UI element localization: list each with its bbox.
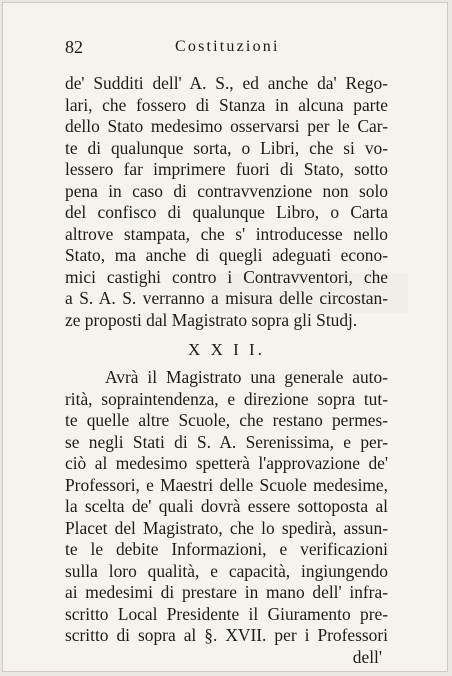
text-line: dello Stato medesimo osservarsi per le Car- (65, 116, 388, 136)
text-line: scritto Local Presidente il Giuramento pre- (65, 603, 388, 624)
text-line: ai medesimi di prestare in mano dell' infra- (65, 582, 388, 602)
text-line: ciò al medesimo spetterà l'approvazione de' (65, 453, 388, 473)
running-title: Costituzioni (175, 38, 280, 55)
text-line: ze proposti dal Magistrato sopra gli Studj. (65, 309, 358, 330)
paragraph-continued (65, 73, 388, 331)
text-line: sulla loro qualità, e capacità, ingiungendo (65, 560, 388, 581)
text-line: Stato, ma anche di quegli adeguati econo- (65, 245, 388, 265)
text-line: a S. A. S. verranno a misura delle circostan- (65, 288, 388, 308)
book-page (2, 2, 448, 672)
body-text (65, 73, 388, 668)
text-line: Professori, e Maestri delle Scuole medesime, (65, 474, 388, 495)
text-line: lari, che fossero di Stanza in alcuna parte (65, 94, 388, 115)
text-line: mici castighi contro i Contravventori, che (65, 266, 388, 287)
text-line: Placet del Magistrato, che lo spedirà, assun- (65, 517, 388, 538)
section-heading: X X I I. (188, 340, 265, 359)
text-line: se negli Stati di S. A. Serenissima, e per- (65, 431, 388, 452)
text-line: la scelta de' quali dovrà essere sottoposta al (65, 496, 388, 516)
page-number: 82 (65, 37, 83, 57)
text-line: de' Sudditi dell' A. S., ed anche da' Rego- (65, 73, 388, 93)
text-line: pena in caso di contravvenzione non solo (65, 180, 388, 201)
text-line: te quelle altre Scuole, che restano permes- (65, 410, 388, 430)
catchword: dell' (352, 646, 382, 667)
text-line: Avrà il Magistrato una generale auto- (105, 367, 388, 387)
page-header (65, 37, 395, 67)
text-line: te di qualunque sorta, o Libri, che si vo- (65, 137, 388, 158)
text-line: scritto di sopra al §. XVII. per i Professori (65, 625, 388, 645)
text-line: te le debite Informazioni, e verificazioni (65, 539, 388, 559)
paragraph-xxii (65, 367, 388, 668)
text-line: del confisco di qualunque Libro, o Carta (65, 202, 388, 222)
text-line: altrove stampata, che s' introducesse nello (65, 223, 388, 244)
text-line: rità, sopraintendenza, e direzione sopra tut- (65, 388, 388, 409)
text-line: lessero far imprimere fuori di Stato, sotto (65, 159, 388, 179)
